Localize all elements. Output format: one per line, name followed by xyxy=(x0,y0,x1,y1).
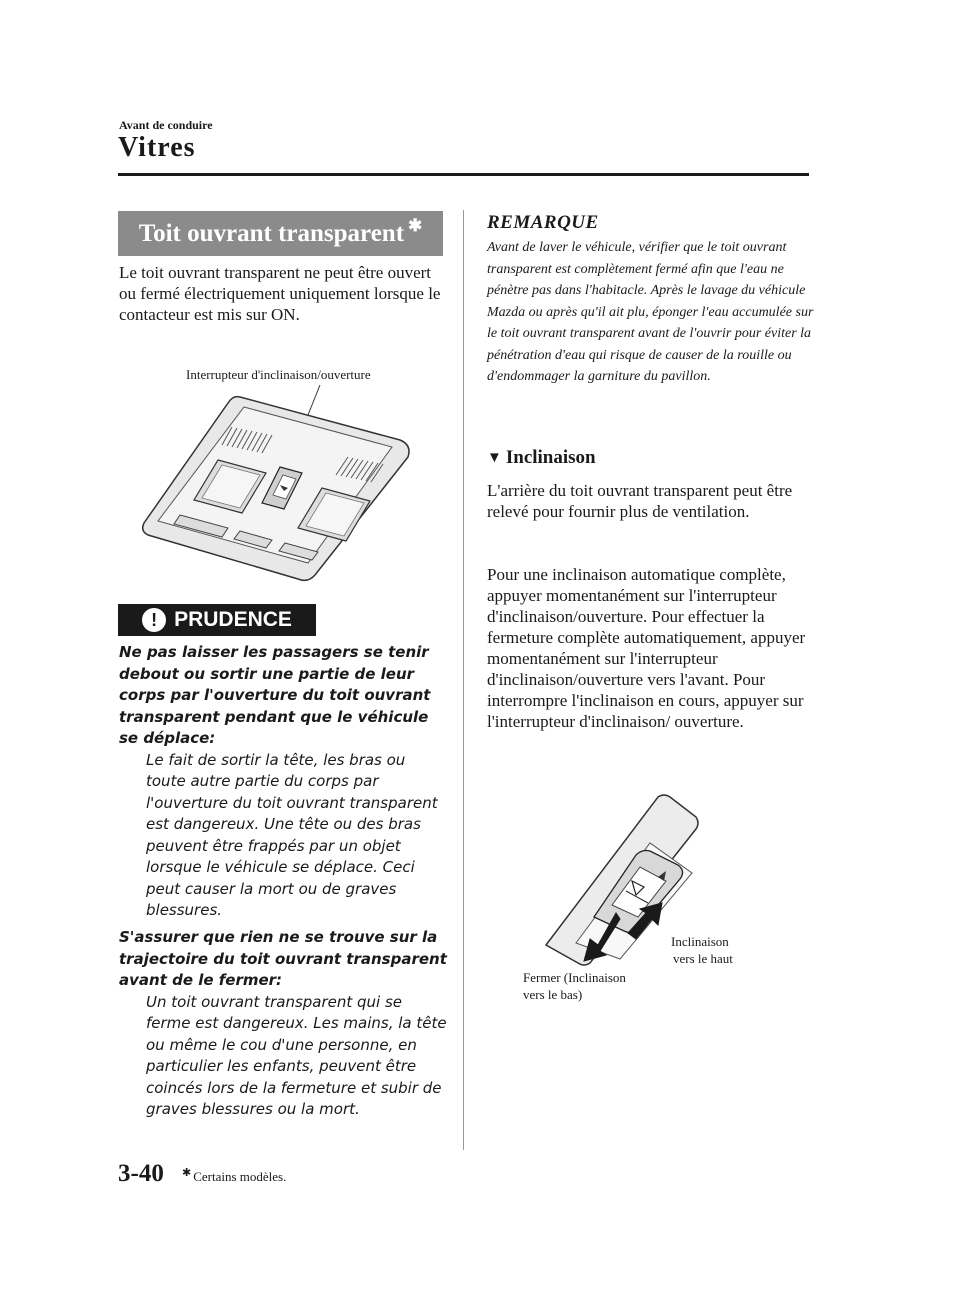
caution-block-2 xyxy=(119,927,449,1121)
caution-lead: S'assurer que rien ne se trouve sur la trajectoire du toit ouvrant transparent avant de le fermer: xyxy=(119,928,447,989)
section-title: Toit ouvrant transparent xyxy=(138,219,405,247)
intro-paragraph: Le toit ouvrant transparent ne peut être ouvert ou fermé électriquement uniquement lorsque le contacteur est mis sur ON. xyxy=(119,263,441,324)
caution-detail: Un toit ouvrant transparent qui se ferme est dangereux. Les mains, la tête ou même le cou d'une personne, en particulier les enfants, peuvent être coincés lors de la fermeture et subir de graves blessures ou la mort. xyxy=(146,992,447,1118)
column-divider xyxy=(463,210,464,1150)
tilt-heading xyxy=(487,447,596,469)
tilt-paragraph-2: Pour une inclinaison automatique complète, appuyer momentanément sur l'interrupteur d'inclinaison/ouverture. Pour effectuer la fermeture complète automatiquement, appuyer momentanément sur l'interrupteur d'inclinaison/ouverture vers l'avant. Pour interrompre l'inclinaison en cours, appuyer sur l'interrupteur d'inclinaison/ ouverture. xyxy=(487,565,806,731)
caution-badge xyxy=(118,604,316,636)
close-label: Fermer (Inclinaison vers le bas) xyxy=(523,970,626,1002)
note-body: Avant de laver le véhicule, vérifier que le toit ouvrant transparent est complètement fermé afin que l'eau ne pénètre pas dans l'habitacle. Après le lavage du véhicule Mazda ou après qu'il ait plu, éponger l'eau accumulée sur le toit ouvrant transparent avant de l'ouvrir pour éviter la pénétration d'eau qui risque de causer de la rouille ou d'endommager la garniture du pavillon. xyxy=(487,240,814,384)
asterisk-marker: ✱ xyxy=(182,1167,192,1179)
caution-lead: Ne pas laisser les passagers se tenir debout ou sortir une partie de leur corps par l'ouverture du toit ouvrant transparent pendant que le véhicule se déplace: xyxy=(119,643,431,747)
section-title-banner xyxy=(118,211,443,256)
tilt-paragraph-1: L'arrière du toit ouvrant transparent peut être relevé pour fournir plus de ventilation. xyxy=(487,481,793,521)
tilt-heading-text: Inclinaison xyxy=(505,447,596,468)
note-title: REMARQUE xyxy=(487,212,599,233)
caution-detail: Le fait de sortir la tête, les bras ou toute autre partie du corps par l'ouverture du toit ouvrant transparent est dangereux. Une tête ou des bras peuvent être frappés par un objet lorsque le véhicule se déplace. Ceci peut causer la mort ou de graves blessures. xyxy=(146,750,438,919)
chapter-title: Vitres xyxy=(118,132,196,163)
asterisk-marker: ✱ xyxy=(408,215,423,235)
header-rule xyxy=(118,173,809,176)
footnote: ✱ Certains modèles. xyxy=(182,1167,287,1184)
tilt-up-label: Inclinaison vers le haut xyxy=(671,934,733,966)
warning-icon: ! xyxy=(142,608,166,632)
caution-badge-label: PRUDENCE xyxy=(174,608,292,631)
section-label: Avant de conduire xyxy=(119,118,213,132)
overhead-console-illustration xyxy=(140,385,415,580)
page-number: 3-40 xyxy=(118,1160,164,1187)
caution-block-1 xyxy=(119,642,449,922)
console-figure-label: Interrupteur d'inclinaison/ouverture xyxy=(186,367,371,382)
triangle-down-icon: ▼ xyxy=(487,449,502,466)
